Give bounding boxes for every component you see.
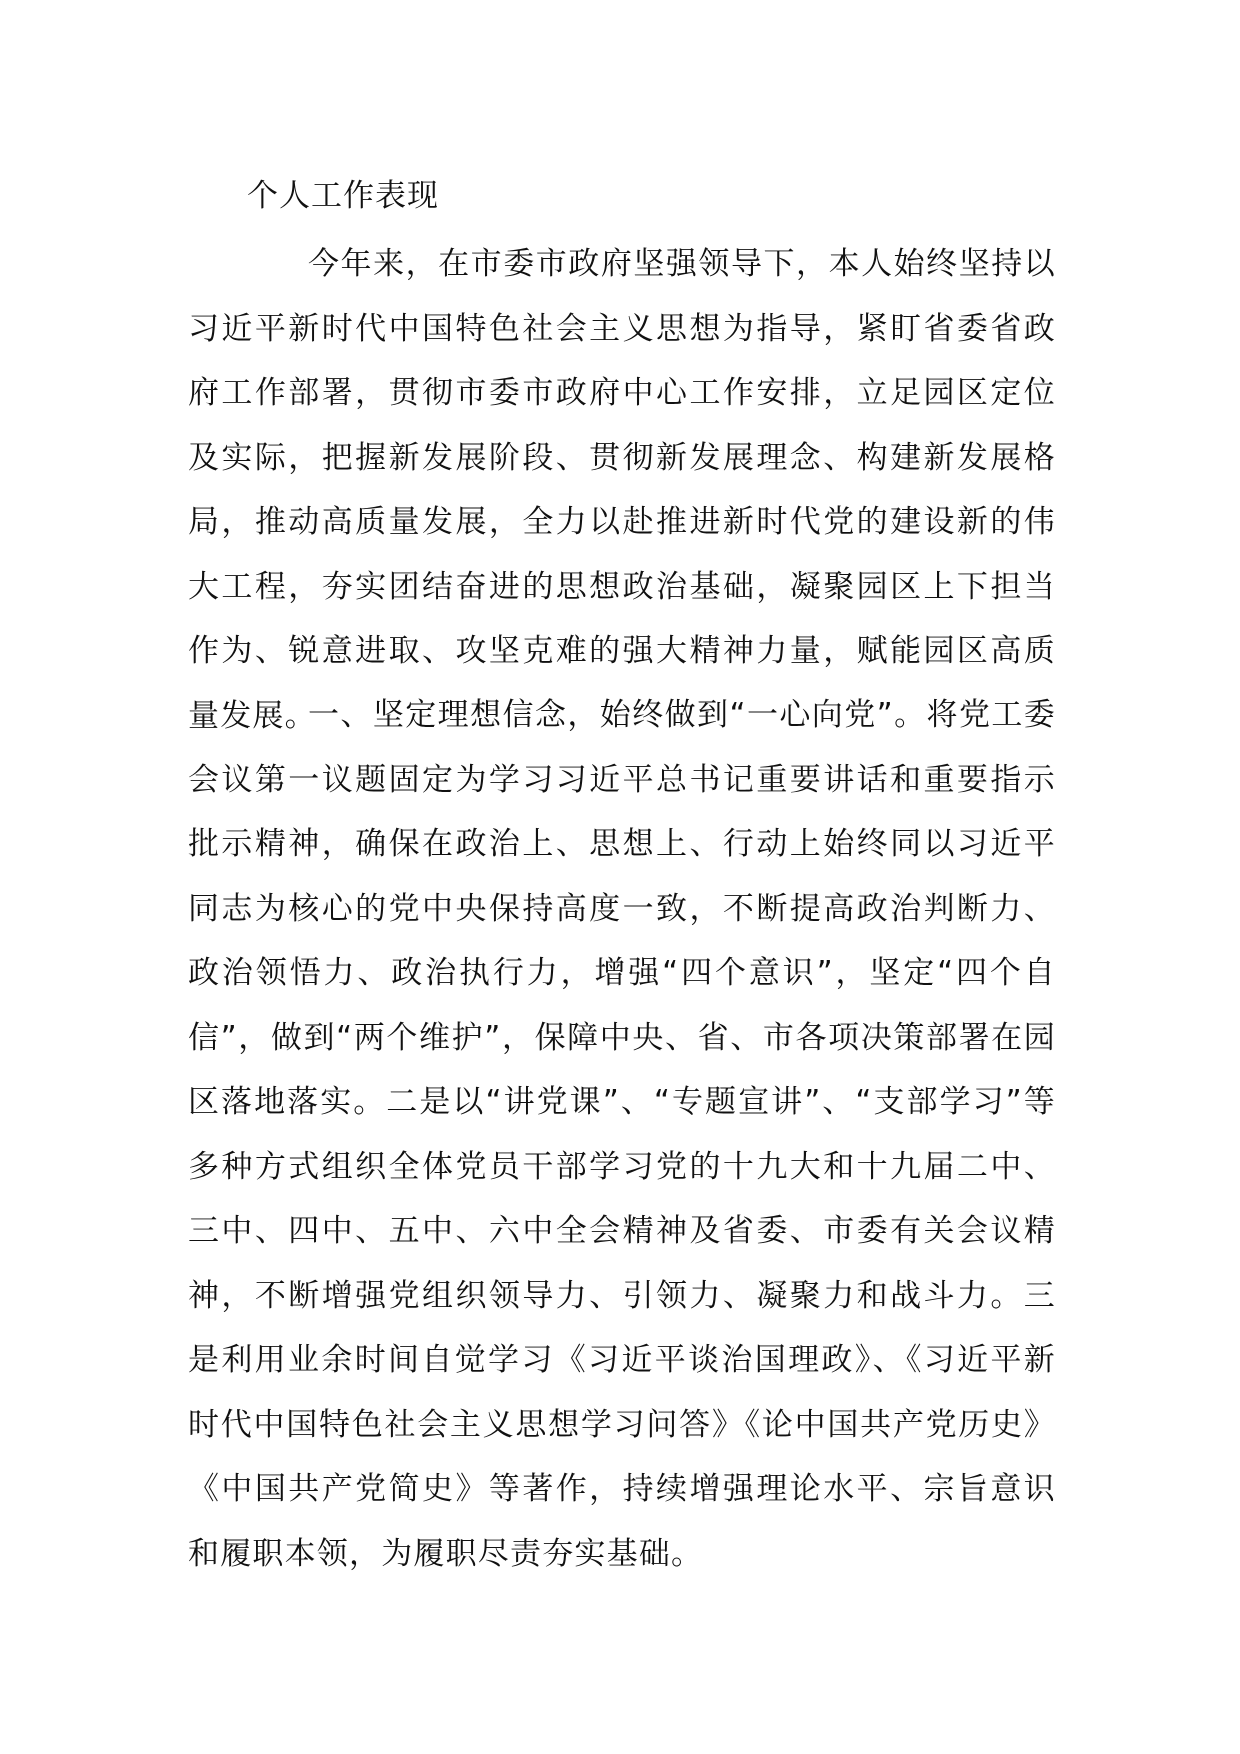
paragraph-intro: 今年来，在市委市政府坚强领导下，本人始终坚持以习近平新时代中国特色社会主义思想为指导，紧盯省委省政府工作部署，贯彻市委市政府中心工作安排，立足园区定位及实际，把握新发展阶段、贯彻新发展理念、构建新发展格局，推动高质量发展，全力以赴推进新时代党的建设新的伟大工程，夯实团结奋进的思想政治基础，凝聚园区上下担当作为、锐意进取、攻坚克难的强大精神力量，赋能园区高质量发展。 [188, 246, 1056, 734]
paragraph-section-one: 一、坚定理想信念，始终做到“一心向党”。将党工委会议第一议题固定为学习习近平总书记重要讲话和重要指示批示精神，确保在政治上、思想上、行动上始终同以习近平同志为核心的党中央保持高度一致，不断提高政治判断力、政治领悟力、政治执行力，增强“四个意识”，坚定“四个自信”，做到“两个维护”，保障中央、省、市各项决策部署在园区落地落实。二是以“讲党课”、“专题宣讲”、“支部学习”等多种方式组织全体党员干部学习党的十九大和十九届二中、三中、四中、五中、六中全会精神及省委、市委有关会议精神，不断增强党组织领导力、引领力、凝聚力和战斗力。三是利用业余时间自觉学习《习近平谈治国理政》、《习近平新时代中国特色社会主义思想学习问答》《论中国共产党历史》《中国共产党简史》等著作，持续增强理论水平、宗旨意识和履职本领，为履职尽责夯实基础。 [188, 697, 1056, 1572]
document-title: 个人工作表现 [247, 178, 439, 214]
